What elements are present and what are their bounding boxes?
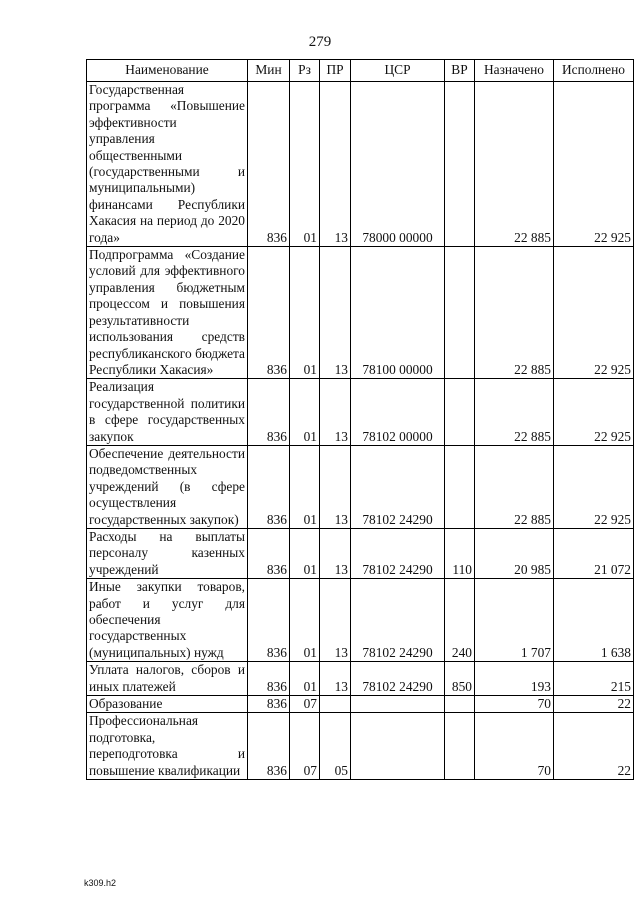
- column-header-pr: ПР: [320, 60, 351, 82]
- column-header-vr: ВР: [445, 60, 475, 82]
- row-min: 836: [248, 662, 290, 696]
- row-vr: 850: [445, 662, 475, 696]
- table-row: [87, 713, 634, 780]
- row-vr: [445, 379, 475, 446]
- row-assigned: 193: [475, 662, 554, 696]
- row-assigned: 20 985: [475, 528, 554, 578]
- row-executed: 1 638: [554, 579, 634, 662]
- row-executed: 22 925: [554, 82, 634, 247]
- row-rz: 01: [290, 379, 320, 446]
- table-row: [87, 662, 634, 696]
- row-assigned: 70: [475, 696, 554, 713]
- row-rz: 01: [290, 82, 320, 247]
- row-name: Иные закупки товаров, работ и услуг для обеспечения государственных (муниципальных) нужд: [87, 579, 248, 662]
- row-min: 836: [248, 82, 290, 247]
- row-executed: 22 925: [554, 445, 634, 528]
- row-rz: 01: [290, 247, 320, 379]
- row-csr: 78102 24290: [351, 528, 445, 578]
- row-executed: 21 072: [554, 528, 634, 578]
- row-rz: 01: [290, 528, 320, 578]
- row-name: Подпрограмма «Создание условий для эффективного управления бюджетным процессом и повышения результативности использования средств республиканского бюджета Республики Хакасия»: [87, 247, 248, 379]
- row-assigned: 22 885: [475, 82, 554, 247]
- row-executed: 22: [554, 696, 634, 713]
- row-assigned: 22 885: [475, 445, 554, 528]
- row-pr: 13: [320, 82, 351, 247]
- column-header-assigned: Назначено: [475, 60, 554, 82]
- row-assigned: 22 885: [475, 379, 554, 446]
- row-csr: [351, 696, 445, 713]
- row-rz: 07: [290, 713, 320, 780]
- table-row: [87, 82, 634, 247]
- table-header-row: [87, 60, 634, 82]
- row-vr: 110: [445, 528, 475, 578]
- column-header-executed: Исполнено: [554, 60, 634, 82]
- row-min: 836: [248, 445, 290, 528]
- table-row: [87, 579, 634, 662]
- budget-table: [86, 59, 634, 780]
- row-assigned: 1 707: [475, 579, 554, 662]
- row-pr: 13: [320, 379, 351, 446]
- row-min: 836: [248, 713, 290, 780]
- row-csr: 78102 24290: [351, 662, 445, 696]
- footer-code: k309.h2: [84, 878, 117, 888]
- row-name: Обеспечение деятельности подведомственных учреждений (в сфере осуществления государственных закупок): [87, 445, 248, 528]
- row-name: Уплата налогов, сборов и иных платежей: [87, 662, 248, 696]
- row-csr: 78000 00000: [351, 82, 445, 247]
- column-header-name: Наименование: [87, 60, 248, 82]
- row-executed: 22 925: [554, 247, 634, 379]
- column-header-min: Мин: [248, 60, 290, 82]
- row-pr: 13: [320, 662, 351, 696]
- row-csr: 78100 00000: [351, 247, 445, 379]
- row-csr: 78102 00000: [351, 379, 445, 446]
- row-vr: [445, 696, 475, 713]
- row-csr: [351, 713, 445, 780]
- row-name: Профессиональная подготовка, переподготовка и повышение квалификации: [87, 713, 248, 780]
- table-row: [87, 247, 634, 379]
- row-min: 836: [248, 579, 290, 662]
- row-name: Образование: [87, 696, 248, 713]
- row-vr: 240: [445, 579, 475, 662]
- row-csr: 78102 24290: [351, 579, 445, 662]
- table-row: [87, 445, 634, 528]
- row-assigned: 70: [475, 713, 554, 780]
- row-pr: 05: [320, 713, 351, 780]
- row-vr: [445, 713, 475, 780]
- table-row: [87, 528, 634, 578]
- row-pr: 13: [320, 528, 351, 578]
- row-pr: 13: [320, 445, 351, 528]
- row-executed: 22: [554, 713, 634, 780]
- row-assigned: 22 885: [475, 247, 554, 379]
- table-row: [87, 379, 634, 446]
- row-min: 836: [248, 247, 290, 379]
- table-row: [87, 696, 634, 713]
- column-header-csr: ЦСР: [351, 60, 445, 82]
- row-csr: 78102 24290: [351, 445, 445, 528]
- row-vr: [445, 445, 475, 528]
- row-name: Государственная программа «Повышение эффективности управления общественными (государственными и муниципальными) финансами Республики Хакасия на период до 2020 года»: [87, 82, 248, 247]
- page-number: 279: [308, 34, 332, 50]
- row-name: Реализация государственной политики в сфере государственных закупок: [87, 379, 248, 446]
- row-rz: 01: [290, 579, 320, 662]
- row-min: 836: [248, 528, 290, 578]
- row-rz: 07: [290, 696, 320, 713]
- row-name: Расходы на выплаты персоналу казенных учреждений: [87, 528, 248, 578]
- row-vr: [445, 82, 475, 247]
- column-header-rz: Рз: [290, 60, 320, 82]
- row-pr: 13: [320, 247, 351, 379]
- row-min: 836: [248, 696, 290, 713]
- row-rz: 01: [290, 445, 320, 528]
- row-min: 836: [248, 379, 290, 446]
- row-executed: 215: [554, 662, 634, 696]
- row-executed: 22 925: [554, 379, 634, 446]
- row-vr: [445, 247, 475, 379]
- row-rz: 01: [290, 662, 320, 696]
- row-pr: 13: [320, 579, 351, 662]
- row-pr: [320, 696, 351, 713]
